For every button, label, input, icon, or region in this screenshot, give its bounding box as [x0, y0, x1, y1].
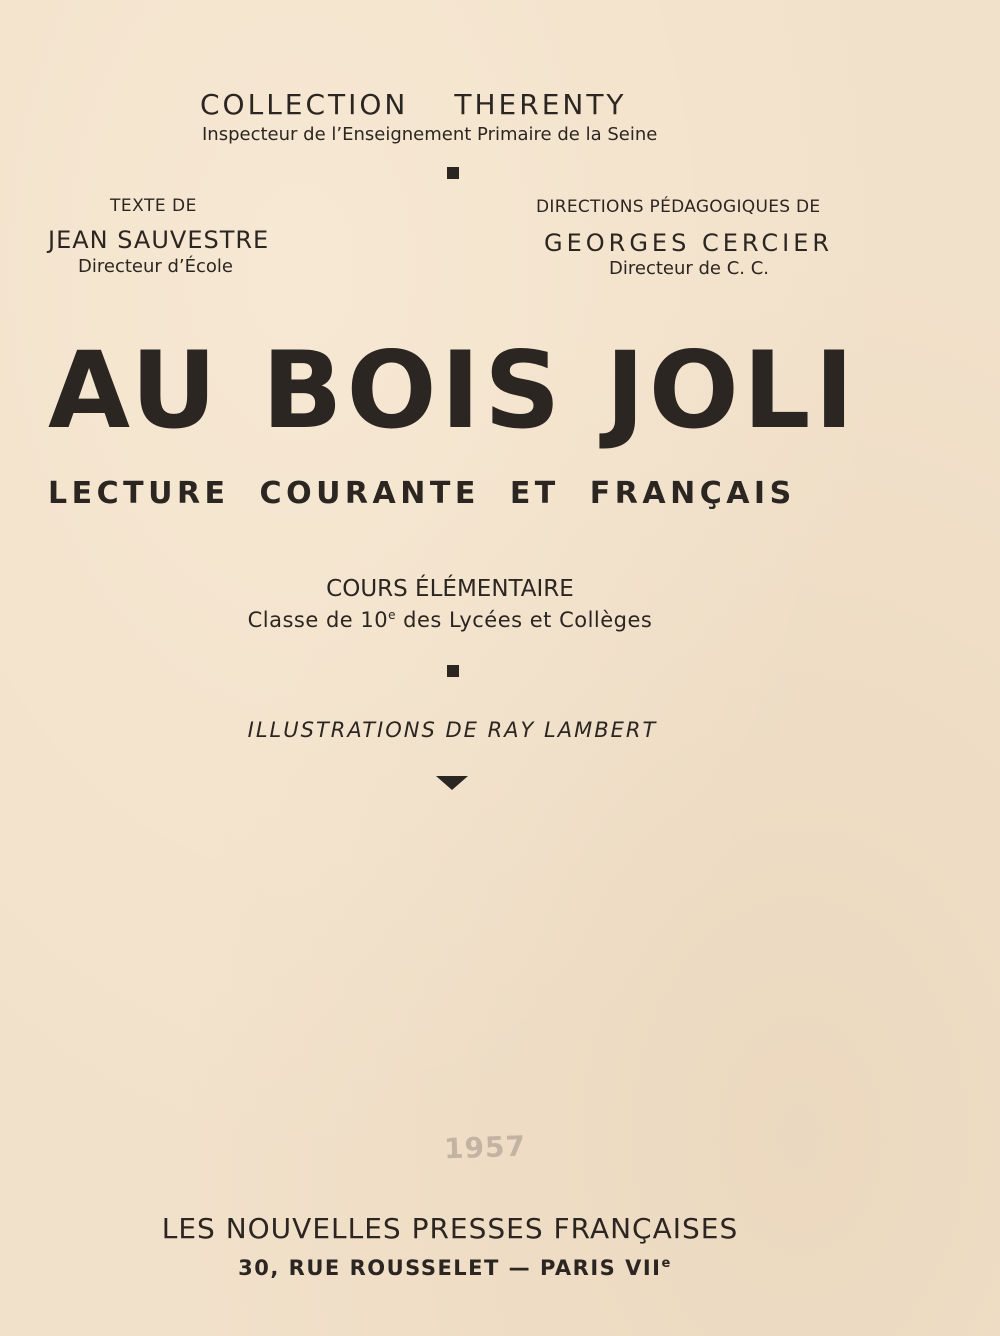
class-suffix: des Lycées et Collèges — [396, 608, 653, 632]
subtitle-word: FRANÇAIS — [589, 476, 796, 511]
publisher-name: LES NOUVELLES PRESSES FRANÇAISES — [161, 1212, 739, 1245]
author-title: Directeur d’École — [78, 256, 234, 277]
address-superscript: e — [661, 1256, 672, 1271]
director-name: GEORGES CERCIER — [544, 229, 834, 257]
book-subtitle — [48, 476, 796, 511]
subtitle-word: LECTURE — [48, 476, 230, 511]
square-ornament-icon — [447, 665, 459, 677]
date-stamp: 1957 — [443, 1129, 527, 1166]
director-title: Directeur de C. C. — [609, 258, 770, 279]
triangle-ornament-icon — [436, 776, 468, 790]
class-superscript: e — [388, 608, 396, 622]
subtitle-word: COURANTE — [259, 476, 480, 511]
inspector-line: Inspecteur de l’Enseignement Primaire de la Seine — [202, 124, 658, 145]
text-by-label: TEXTE DE — [110, 196, 197, 216]
class-prefix: Classe de 10 — [247, 608, 389, 632]
square-ornament-icon — [447, 167, 459, 179]
collection-name: THERENTY — [454, 88, 627, 121]
directions-label: DIRECTIONS PÉDAGOGIQUES DE — [536, 197, 821, 217]
book-title: AU BOIS JOLI — [48, 329, 858, 452]
collection-label: COLLECTION — [200, 88, 409, 121]
publisher-address — [0, 1256, 910, 1280]
illustrations-credit: ILLUSTRATIONS DE RAY LAMBERT — [247, 718, 658, 742]
address-text: 30, RUE ROUSSELET — PARIS VII — [238, 1256, 662, 1280]
course-level: COURS ÉLÉMENTAIRE — [326, 576, 574, 602]
class-line — [0, 608, 900, 632]
author-name: JEAN SAUVESTRE — [48, 226, 270, 254]
subtitle-word: ET — [509, 476, 560, 511]
collection-heading — [200, 88, 627, 121]
